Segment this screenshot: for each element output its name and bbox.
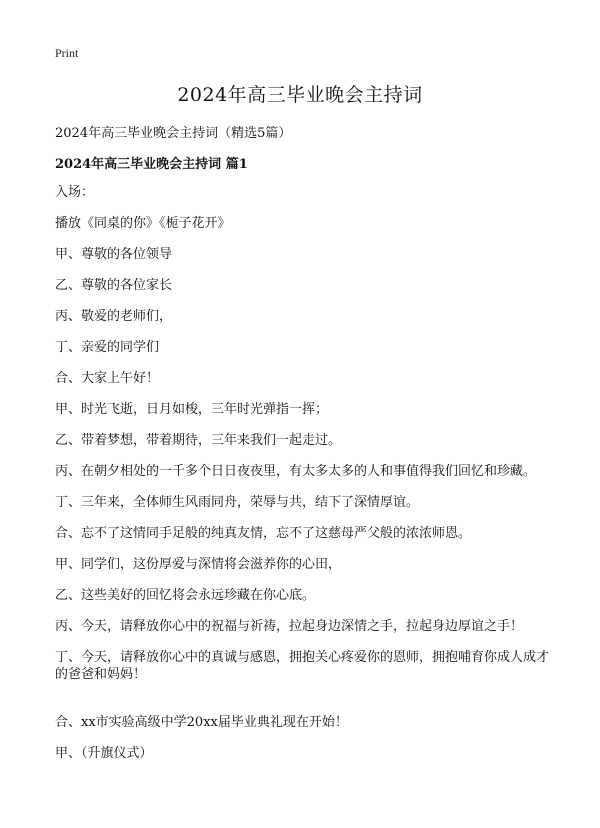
document-subtitle: 2024年高三毕业晚会主持词（精选5篇） [55,126,292,141]
script-line: 合、大家上午好！ [55,371,160,386]
script-line: 丁、今天，请释放你心中的真诚与感恩，拥抱关心疼爱你的恩师，拥抱哺育你成人成才的爸爸和妈妈！ [55,650,550,682]
script-line: 甲、尊敬的各位领导 [55,247,173,262]
document-title: 2024年高三毕业晚会主持词 [177,84,423,106]
script-line: 乙、带着梦想，带着期待，三年来我们一起走过。 [55,433,342,448]
script-lines [55,184,555,762]
script-line: 乙、这些美好的回忆将会永远珍藏在你心底。 [55,588,316,603]
script-line: 丁、三年来，全体师生风雨同舟，荣辱与共，结下了深情厚谊。 [55,495,420,510]
print-label: Print [55,46,79,60]
script-line: 合、忘不了这情同手足般的纯真友情，忘不了这慈母严父般的浓浓师恩。 [55,526,472,541]
section-heading: 2024年高三毕业晚会主持词 篇1 [55,157,248,172]
script-line: 甲、时光飞逝，日月如梭，三年时光弹指一挥； [55,402,329,417]
script-line: 入场： [55,185,95,200]
script-line: 甲、同学们，这份厚爱与深情将会滋养你的心田， [55,557,342,572]
script-line: 丙、敬爱的老师们， [55,309,173,324]
script-line: 丙、在朝夕相处的一千多个日日夜夜里，有太多太多的人和事值得我们回忆和珍藏。 [55,464,537,479]
script-line: 丙、今天，请释放你心中的祝福与祈祷，拉起身边深情之手，拉起身边厚谊之手！ [55,619,524,634]
script-line: 甲、（升旗仪式） [55,746,153,761]
script-line: 合、xx市实验高级中学20xx届毕业典礼现在开始！ [55,715,348,730]
script-line: 乙、尊敬的各位家长 [55,278,173,293]
script-line: 丁、亲爱的同学们 [55,340,160,355]
script-line: 播放《同桌的你》《栀子花开》 [55,216,231,231]
